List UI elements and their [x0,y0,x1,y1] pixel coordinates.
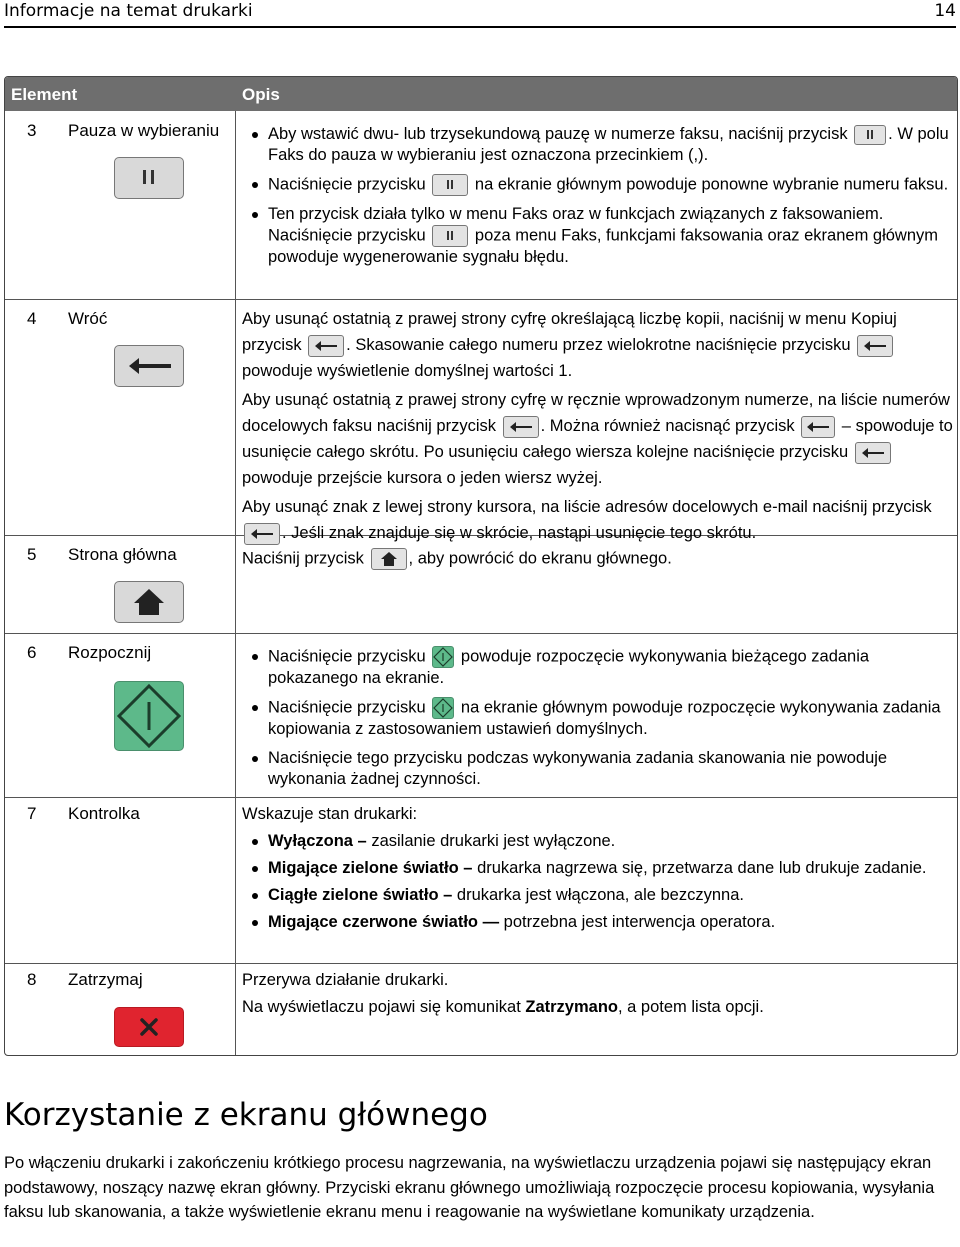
start-icon [432,697,454,719]
row-divider [5,299,957,300]
row-number: 7 [27,804,37,823]
table-header [5,77,957,111]
row-name: Strona główna [68,545,177,564]
list-item: Ciągłe zielone światło – drukarka jest włączona, ale bezczynna. [242,885,954,906]
home-icon [114,581,184,623]
page-header [4,0,956,28]
row-name: Wróć [68,309,108,328]
list-item: Wyłączona – zasilanie drukarki jest wyłączone. [242,831,954,852]
list-item: Migające zielone światło – drukarka nagrzewa się, przetwarza dane lub drukuje zadanie. [242,858,954,879]
header-element: Element [11,85,78,104]
section-body: Po włączeniu drukarki i zakończeniu krótkiego procesu nagrzewania, na wyświetlaczu urządzenia pojawi się następujący ekran podstawowy, noszący nazwę ekran główny. Przyciski ekranu głównego umożliwiają rozpoczęcie procesu kopiowania, wysyłania faksu lub skanowania, a także wyświetlenie ekranu menu i reagowanie na wyświetlane komunikaty urządzenia. [4,1154,935,1221]
header-description: Opis [242,85,280,104]
indicator-intro: Wskazuje stan drukarki: [242,805,418,823]
row-divider [5,633,957,634]
row-name: Kontrolka [68,804,140,823]
row-description [242,804,954,933]
pause-icon [854,125,886,145]
start-icon [114,681,184,751]
row-description: Naciśnij przycisk , aby powrócić do ekranu głównego. [242,548,954,570]
elements-table [4,76,958,1056]
back-arrow-icon [503,416,539,438]
row-description: Aby usunąć ostatnią z prawej strony cyfrę określającą liczbę kopii, naciśnij w menu Kopiuj przycisk . Skasowanie całego numeru przez wielokrotne naciśnięcie przycisku powoduje wyświetlenie domyślnej wartości 1. Aby usunąć ostatnią z prawej strony cyfrę w ręcznie wprowadzonym numerze, na liście numerów docelowych faksu naciśnij przycisk . Można również nacisnąć przycisk – spowoduje to usunięcie całego skrótu. Po usunięciu całego wiersza kolejne naciśnięcie przycisku powoduje przejście kursora o jeden wiersz wyżej. Aby usunąć znak z lewej strony kursora, na liście adresów docelowych e-mail naciśnij przycisk . Jeśli znak znajduje się w skrócie, nastąpi usunięcie tego skrótu. [242,306,954,546]
row-name: Rozpocznij [68,643,152,662]
row-name: Zatrzymaj [68,970,143,989]
back-arrow-icon [308,335,344,357]
start-icon [432,646,454,668]
row-description: Naciśnięcie przycisku powoduje rozpoczęcie wykonywania bieżącego zadania pokazanego na ekranie. Naciśnięcie przycisku na ekranie głównym powoduje rozpoczęcie wykonywania zadania kopiowania z zastosowaniem ustawień domyślnych. Naciśnięcie tego przycisku podczas wykonywania zadania skanowania nie powoduje wykonania żadnej czynności. [242,646,954,790]
row-number: 4 [27,309,37,328]
row-number: 3 [27,121,37,140]
back-arrow-icon [244,523,280,545]
row-divider [5,963,957,964]
row-divider [5,797,957,798]
row-name: Pauza w wybieraniu [68,121,220,140]
column-divider [235,111,236,1056]
pause-icon [114,157,184,199]
back-arrow-icon [114,345,184,387]
back-arrow-icon [855,442,891,464]
stop-icon [114,1007,184,1047]
back-arrow-icon [857,335,893,357]
list-item: Migające czerwone światło — potrzebna jest interwencja operatora. [242,912,954,933]
row-description: Aby wstawić dwu- lub trzysekundową pauzę w numerze faksu, naciśnij przycisk . W polu Faks do pauza w wybieraniu jest oznaczona przecinkiem (,). Naciśnięcie przycisku na ekranie głównym powoduje ponowne wybranie numeru faksu. Ten przycisk działa tylko w menu Faks oraz w funkcjach związanych z faksowaniem. Naciśnięcie przycisku poza menu Faks, funkcjami faksowania oraz ekranem głównym powoduje wygenerowanie sygnału błędu. [242,124,954,268]
row-number: 8 [27,970,37,989]
page-header-title: Informacje na temat drukarki [4,1,253,21]
row-number: 5 [27,545,37,564]
pause-icon [432,174,468,196]
home-icon [371,548,407,570]
page-number: 14 [934,1,956,21]
section-heading: Korzystanie z ekranu głównego [4,1097,488,1133]
row-description: Przerywa działanie drukarki. Na wyświetlaczu pojawi się komunikat Zatrzymano, a potem lista opcji. [242,971,764,1016]
back-arrow-icon [801,416,835,438]
pause-icon [432,225,468,247]
row-number: 6 [27,643,37,662]
